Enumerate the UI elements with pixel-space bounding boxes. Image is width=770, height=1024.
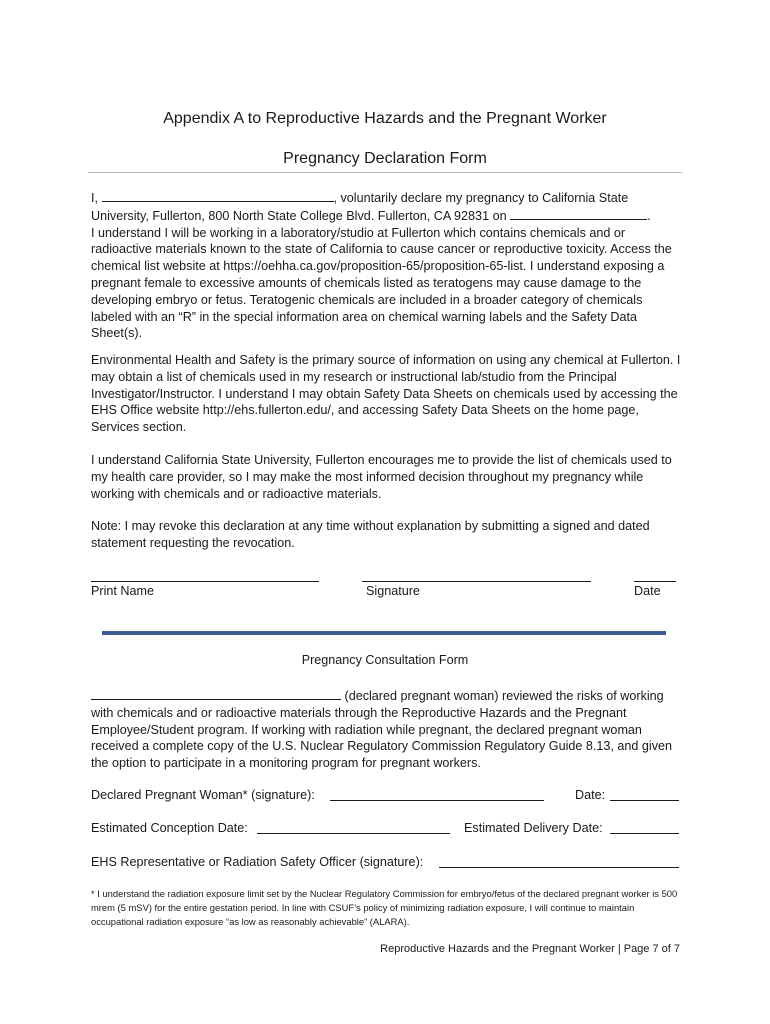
title-divider bbox=[88, 172, 682, 173]
declaration-paragraph-4: Note: I may revoke this declaration at any time without explanation by submitting a signed and dated statement requesting the revocation. bbox=[91, 519, 650, 550]
ehs-signature-label: EHS Representative or Radiation Safety Officer (signature): bbox=[91, 855, 424, 869]
declared-woman-signature-line[interactable] bbox=[330, 800, 544, 801]
declaration-paragraph-3: I understand California State University, Fullerton encourages me to provide the list of chemicals used to my health care provider, so I may make the most informed decision throughout my pregnancy while working with chemicals and or radioactive materials. bbox=[91, 453, 672, 501]
date-line[interactable] bbox=[634, 581, 676, 582]
declaration-text: , voluntarily declare my pregnancy to California State University, Fullerton, 800 North State College Blvd. Fullerton, CA 92831 on bbox=[91, 191, 629, 223]
declared-date-line[interactable] bbox=[610, 800, 679, 801]
appendix-title: Appendix A to Reproductive Hazards and the Pregnant Worker bbox=[163, 110, 607, 127]
delivery-date-line[interactable] bbox=[610, 833, 679, 834]
section-divider bbox=[102, 631, 666, 635]
print-name-label: Print Name bbox=[91, 584, 154, 598]
footnote: * I understand the radiation exposure limit set by the Nuclear Regulatory Commission for embryo/fetus of the declared pregnant worker is 500 mrem (5 mSV) for the entire gestation period. In line with CSUF’s policy of minimizing radiation exposure, I will continue to maintain occupational radiation exposure “as low as reasonably achievable” (ALARA). bbox=[91, 888, 678, 927]
date-label: Date bbox=[634, 584, 661, 598]
ehs-signature-line[interactable] bbox=[439, 867, 679, 868]
declared-date-label: Date: bbox=[575, 788, 606, 802]
print-name-line[interactable] bbox=[91, 581, 319, 582]
page-title: Pregnancy Declaration Form bbox=[283, 150, 487, 167]
consultation-title: Pregnancy Consultation Form bbox=[301, 653, 469, 667]
conception-date-label: Estimated Conception Date: bbox=[91, 821, 248, 835]
declaration-paragraph-2: Environmental Health and Safety is the primary source of information on using any chemical at Fullerton. I may obtain a list of chemicals used in my research or instructional lab/studio from the Principal Investigator/Instructor. I understand I may obtain Safety Data Sheets on chemicals used by accessing the EHS Office website http://ehs.fullerton.edu/, and accessing Safety Data Sheets on the home page, Services section. bbox=[91, 353, 681, 435]
page-footer: Reproductive Hazards and the Pregnant Worker | Page 7 of 7 bbox=[380, 943, 680, 955]
pregnant-woman-name-blank[interactable] bbox=[91, 687, 341, 700]
declaration-rest: I understand I will be working in a laboratory/studio at Fullerton which contains chemicals and or radioactive materials known to the state of California to cause cancer or reproductive toxicity. Access the chemical list website at https://oehha.ca.gov/proposition-65/proposition-65-list. I understand exposing a pregnant female to excessive amounts of chemicals listed as teratogens may cause damage to the developing embryo or fetus. Teratogenic chemicals are included in a broader category of chemicals labeled with an “R” in the special information area on chemical warning labels and the Safety Data Sheet(s). bbox=[91, 225, 672, 341]
declaration-prefix: I, bbox=[91, 191, 102, 205]
consultation-text: (declared pregnant woman) reviewed the risks of working with chemicals and or radioactive materials through the Reproductive Hazards and the Pregnant Employee/Student program. If working with radiation while pregnant, the declared pregnant woman received a complete copy of the U.S. Nuclear Regulatory Commission Regulatory Guide 8.13, and given the option to participate in a monitoring program for pregnant workers. bbox=[91, 689, 673, 771]
signature-label: Signature bbox=[366, 584, 420, 598]
name-blank[interactable] bbox=[102, 189, 334, 202]
conception-date-line[interactable] bbox=[257, 833, 450, 834]
date-blank[interactable] bbox=[510, 207, 647, 220]
consultation-paragraph bbox=[91, 687, 683, 772]
declaration-paragraph-1 bbox=[91, 189, 683, 342]
signature-line[interactable] bbox=[362, 581, 591, 582]
declared-woman-label: Declared Pregnant Woman* (signature): bbox=[91, 788, 315, 802]
declaration-end: . bbox=[647, 208, 651, 223]
delivery-date-label: Estimated Delivery Date: bbox=[464, 821, 603, 835]
